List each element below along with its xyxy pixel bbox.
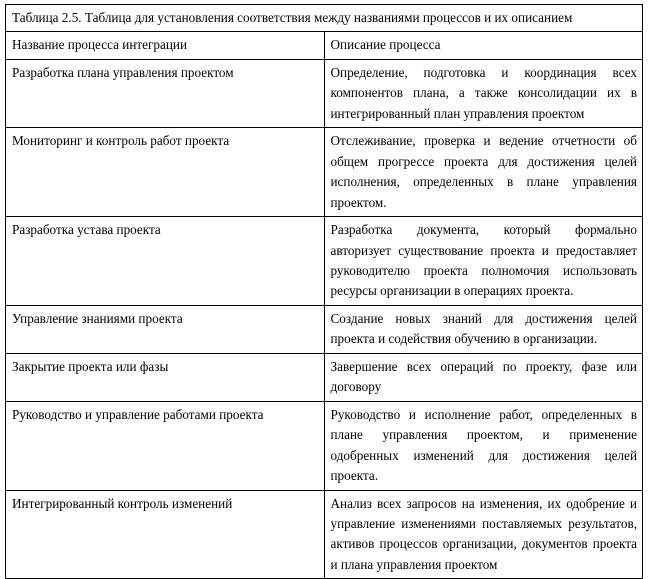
cell-process-name: Мониторинг и контроль работ проекта [6, 128, 325, 217]
cell-process-description: Разработка документа, который формально авторизует существование проекта и предоставляет руководителю проекта полномочия использовать ресурсы организации в операциях проекта. [324, 217, 643, 306]
table-row [6, 305, 643, 353]
column-header-process-name: Название процесса интеграции [6, 32, 325, 59]
table-caption-row [6, 5, 643, 32]
cell-process-description: Анализ всех запросов на изменения, их одобрение и управление изменениями поставляемых результатов, активов процессов организации, документов проекта и плана управления проектом [324, 490, 643, 579]
cell-process-name: Разработка устава проекта [6, 217, 325, 306]
column-header-process-description: Описание процесса [324, 32, 643, 59]
cell-process-name: Управление знаниями проекта [6, 305, 325, 353]
process-integration-table [5, 4, 643, 579]
cell-process-description: Отслеживание, проверка и ведение отчетности об общем прогрессе проекта для достижения целей исполнения, определенных в плане управления проектом. [324, 128, 643, 217]
cell-process-name: Интегрированный контроль изменений [6, 490, 325, 579]
cell-process-description: Создание новых знаний для достижения целей проекта и содействия обучению в организации. [324, 305, 643, 353]
cell-process-description: Завершение всех операций по проекту, фазе или договору [324, 353, 643, 401]
table-row [6, 353, 643, 401]
table-row [6, 401, 643, 490]
table-header-row [6, 32, 643, 59]
table-row [6, 217, 643, 306]
table-body [6, 5, 643, 579]
cell-process-description: Руководство и исполнение работ, определенных в плане управления проектом, и применение одобренных изменений для достижения целей проекта. [324, 401, 643, 490]
table-row [6, 490, 643, 579]
table-caption: Таблица 2.5. Таблица для установления соответствия между названиями процессов и их описанием [6, 5, 643, 32]
cell-process-name: Руководство и управление работами проекта [6, 401, 325, 490]
table-row [6, 59, 643, 127]
cell-process-name: Закрытие проекта или фазы [6, 353, 325, 401]
cell-process-name: Разработка плана управления проектом [6, 59, 325, 127]
table-row [6, 128, 643, 217]
cell-process-description: Определение, подготовка и координация всех компонентов плана, а также консолидации их в интегрированный план управления проектом [324, 59, 643, 127]
